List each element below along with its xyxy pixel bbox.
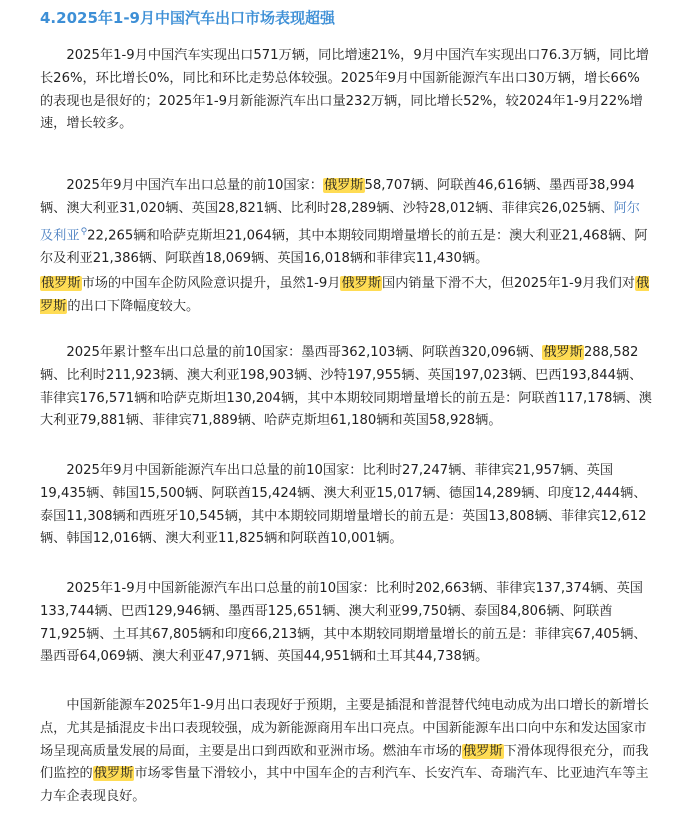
highlight-russia[interactable]: 俄罗斯 xyxy=(463,743,503,759)
paragraph-nev-sept-top10: 2025年9月中国新能源汽车出口总量的前10国家：比利时27,247辆、菲律宾21,957辆、英国19,435辆、韩国15,500辆、阿联酋15,424辆、澳大利亚15,017辆、德国14,289辆、印度12,444辆、泰国11,308辆和西班牙10,545辆，其中本期较同期增量增长的前五是：英国13,808辆、菲律宾12,612辆、韩国12,016辆、澳大利亚11,825辆和阿联酋10,001辆。 xyxy=(40,463,647,547)
paragraph-russia-risk xyxy=(40,273,652,319)
paragraph-text: 中国新能源车2025年1-9月出口表现好于预期，主要是插混和普混替代纯电动成为出口增长的新增长点，尤其是插混皮卡出口表现较强，成为新能源商用车出口亮点。中国新能源车出口向中东和发达国家市场呈现高质量发展的局面，主要是出口到西欧和亚洲市场。燃油车市场的 xyxy=(40,698,649,759)
paragraph-text: 国内销量下滑不大，但2025年1-9月我们对 xyxy=(382,276,635,291)
section-heading: 4.2025年1-9月中国汽车出口市场表现超强 xyxy=(40,9,335,27)
search-icon: ⚲ xyxy=(80,226,88,237)
paragraph-text: 2025年9月中国汽车出口总量的前10国家： xyxy=(66,178,323,193)
highlight-russia[interactable]: 俄罗斯 xyxy=(543,345,583,360)
link-algeria[interactable]: 阿尔及利亚 xyxy=(40,200,640,243)
highlight-russia[interactable]: 俄罗斯 xyxy=(40,276,650,314)
highlight-russia[interactable]: 俄罗斯 xyxy=(41,276,81,291)
paragraph-text: 下滑体现得很充分，而我们监控的 xyxy=(40,743,649,782)
paragraph-export-overview: 2025年1-9月中国汽车实现出口571万辆，同比增速21%，9月中国汽车实现出口76.3万辆，同比增长26%，环比增长0%，同比和环比走势总体较强。2025年9月中国新能源汽车出口30万辆，增长66%的表现也是很好的；2025年1-9月新能源汽车出口量232万辆，同比增长52%，较2024年1-9月22%增速，增长较多。 xyxy=(40,48,649,132)
paragraph-nev-ytd-top10: 2025年1-9月中国新能源汽车出口总量的前10国家：比利时202,663辆、菲律宾137,374辆、英国133,744辆、巴西129,946辆、墨西哥125,651辆、澳大利亚99,750辆、泰国84,806辆、阿联酋71,925辆、土耳其67,805辆和印度66,213辆，其中本期较同期增量增长的前五是：菲律宾67,405辆、墨西哥64,069辆、澳大利亚47,971辆、英国44,951辆和土耳其44,738辆。 xyxy=(40,581,647,665)
paragraph-nev-summary xyxy=(40,695,652,809)
paragraph-text: 市场的中国车企防风险意识提升，虽然1-9月 xyxy=(81,276,341,291)
paragraph-cumulative-top10 xyxy=(40,342,652,433)
paragraph-text: 288,582辆、比利时211,923辆、澳大利亚198,903辆、沙特197,955辆、英国197,023辆、巴西193,844辆、菲律宾176,571辆和哈萨克斯坦130,204辆，其中本期较同期增量增长的前五是：阿联酋117,178辆、澳大利亚79,881辆、菲律宾71,889辆、哈萨克斯坦61,180辆和英国58,928辆。 xyxy=(40,345,652,429)
highlight-russia[interactable]: 俄罗斯 xyxy=(341,276,382,291)
paragraph-text: 2025年累计整车出口总量的前10国家：墨西哥362,103辆、阿联酋320,096辆、 xyxy=(66,345,543,360)
highlight-russia[interactable]: 俄罗斯 xyxy=(93,766,134,782)
paragraph-text: 58,707辆、阿联酋46,616辆、墨西哥38,994辆、澳大利亚31,020辆、英国28,821辆、比利时28,289辆、沙特28,012辆、菲律宾26,025辆、 xyxy=(40,178,635,216)
paragraph-text: 的出口下降幅度较大。 xyxy=(67,298,200,314)
paragraph-text: 22,265辆和哈萨克斯坦21,064辆，其中本期较同期增量增长的前五是：澳大利亚21,468辆、阿尔及利亚21,386辆、阿联酋18,069辆、英国16,018辆和菲律宾11,430辆。 xyxy=(40,227,648,266)
paragraph-text: 市场零售量下滑较小，其中中国车企的吉利汽车、长安汽车、奇瑞汽车、比亚迪汽车等主力车企表现良好。 xyxy=(40,766,649,805)
paragraph-sept-top10 xyxy=(40,175,652,271)
highlight-russia[interactable]: 俄罗斯 xyxy=(323,178,364,193)
